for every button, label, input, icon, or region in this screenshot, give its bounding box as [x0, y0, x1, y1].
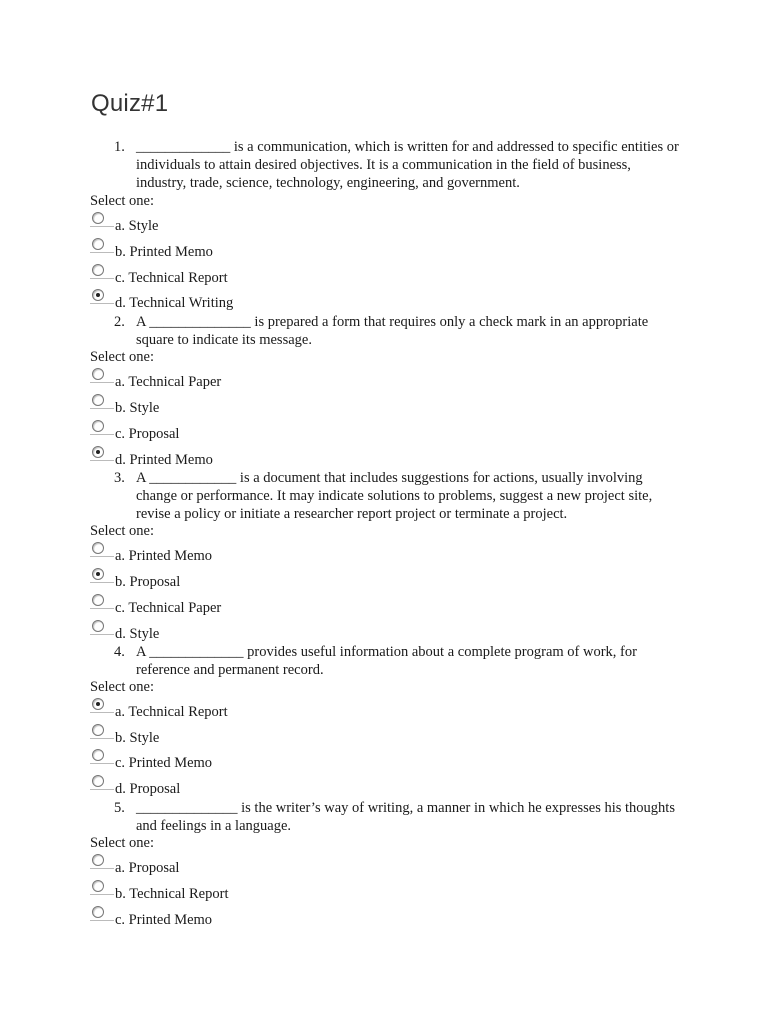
question-number: 4.: [114, 644, 125, 660]
select-one-label: Select one:: [90, 835, 155, 851]
radio-button[interactable]: [92, 620, 104, 632]
answer-option[interactable]: [90, 904, 390, 930]
radio-button-selected[interactable]: [92, 698, 104, 710]
answer-option[interactable]: [90, 366, 390, 392]
option-label: b. Style: [115, 730, 160, 746]
question-text: A ______________ is prepared a form that requires only a check mark in an appropriate square to indicate its message.: [136, 314, 649, 348]
question-number: 1.: [114, 139, 125, 155]
radio-button[interactable]: [92, 542, 104, 554]
radio-button[interactable]: [92, 264, 104, 276]
option-label: a. Proposal: [115, 860, 180, 876]
radio-button[interactable]: [92, 420, 104, 432]
option-label: d. Style: [115, 626, 160, 642]
answer-option[interactable]: [90, 878, 390, 904]
radio-button[interactable]: [92, 906, 104, 918]
radio-button-selected[interactable]: [92, 446, 104, 458]
option-label: d. Printed Memo: [115, 452, 213, 468]
option-label: d. Proposal: [115, 781, 181, 797]
option-label: b. Printed Memo: [115, 244, 213, 260]
answer-option[interactable]: [90, 722, 390, 748]
select-one-label: Select one:: [90, 523, 155, 539]
option-label: a. Printed Memo: [115, 548, 213, 564]
radio-button[interactable]: [92, 368, 104, 380]
select-one-label: Select one:: [90, 193, 155, 209]
answer-option[interactable]: [90, 773, 390, 799]
answer-option[interactable]: [90, 566, 390, 592]
answer-option[interactable]: [90, 418, 390, 444]
answer-option[interactable]: [90, 262, 390, 288]
radio-button-selected[interactable]: [92, 568, 104, 580]
answer-option[interactable]: [90, 392, 390, 418]
option-label: a. Technical Report: [115, 704, 228, 720]
option-label: b. Style: [115, 400, 160, 416]
option-label: a. Style: [115, 218, 159, 234]
radio-button[interactable]: [92, 594, 104, 606]
question-number: 3.: [114, 470, 125, 486]
radio-button[interactable]: [92, 749, 104, 761]
answer-option[interactable]: [90, 540, 390, 566]
option-label: b. Proposal: [115, 574, 181, 590]
option-label: c. Proposal: [115, 426, 180, 442]
radio-button[interactable]: [92, 880, 104, 892]
question-text: ______________ is the writer’s way of writing, a manner in which he expresses his thoughts and feelings in a language.: [136, 800, 675, 834]
radio-button-selected[interactable]: [92, 289, 104, 301]
radio-button[interactable]: [92, 724, 104, 736]
radio-button[interactable]: [92, 212, 104, 224]
radio-button[interactable]: [92, 394, 104, 406]
answer-option[interactable]: [90, 618, 390, 644]
question-number: 2.: [114, 314, 125, 330]
option-label: a. Technical Paper: [115, 374, 222, 390]
quiz-title: Quiz#1: [91, 90, 169, 117]
option-label: c. Printed Memo: [115, 755, 213, 771]
option-label: d. Technical Writing: [115, 295, 234, 311]
question-number: 5.: [114, 800, 125, 816]
option-label: c. Printed Memo: [115, 912, 213, 928]
option-label: c. Technical Report: [115, 270, 228, 286]
question-text: A ____________ is a document that includes suggestions for actions, usually involving change or performance. It may indicate solutions to problems, suggest a new project site, revise a policy or initiate a researcher report project or terminate a project.: [136, 470, 653, 522]
option-label: c. Technical Paper: [115, 600, 222, 616]
answer-option[interactable]: [90, 210, 390, 236]
answer-option[interactable]: [90, 444, 390, 470]
option-label: b. Technical Report: [115, 886, 229, 902]
question-text: _____________ is a communication, which is written for and addressed to specific entities or individuals to attain desired objectives. It is a communication in the field of business, industry, trade, science, technology, engineering, and government.: [136, 139, 679, 191]
answer-option[interactable]: [90, 747, 390, 773]
answer-option[interactable]: [90, 696, 390, 722]
radio-button[interactable]: [92, 238, 104, 250]
answer-option[interactable]: [90, 236, 390, 262]
select-one-label: Select one:: [90, 349, 155, 365]
answer-option[interactable]: [90, 592, 390, 618]
select-one-label: Select one:: [90, 679, 155, 695]
answer-option[interactable]: [90, 852, 390, 878]
question-text: A _____________ provides useful information about a complete program of work, for reference and permanent record.: [136, 644, 637, 678]
answer-option[interactable]: [90, 287, 390, 313]
radio-button[interactable]: [92, 775, 104, 787]
radio-button[interactable]: [92, 854, 104, 866]
